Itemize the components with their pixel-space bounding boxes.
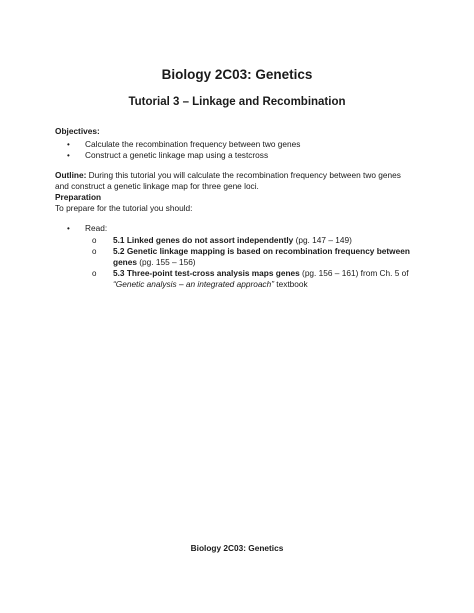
- hollow-bullet-icon: o: [92, 269, 97, 278]
- reading-list: [55, 223, 415, 290]
- objectives-list: [55, 139, 415, 161]
- bullet-icon: •: [67, 224, 70, 233]
- tutorial-subtitle: Tutorial 3 – Linkage and Recombination: [128, 96, 346, 108]
- reading-pages: (pg. 155 – 156): [136, 257, 196, 267]
- hollow-bullet-icon: o: [92, 236, 97, 245]
- reading-item: [55, 235, 415, 246]
- reading-source-suffix: textbook: [273, 279, 308, 289]
- outline-label: Outline:: [55, 170, 87, 180]
- document-title: Biology 2C03: Genetics: [161, 67, 313, 82]
- preparation-intro: To prepare for the tutorial you should:: [55, 203, 193, 213]
- read-item: [55, 223, 415, 234]
- read-label: Read:: [85, 223, 108, 233]
- textbook-title: “Genetic analysis – an integrated approach”: [113, 279, 274, 289]
- objective-text: Calculate the recombination frequency between two genes: [85, 139, 301, 149]
- hollow-bullet-icon: o: [92, 247, 97, 256]
- page-footer: Biology 2C03: Genetics: [190, 543, 284, 553]
- reading-section-title: 5.2 Genetic linkage mapping is based on recombination frequency between genes: [113, 246, 410, 267]
- reading-pages: (pg. 147 – 149): [293, 235, 352, 245]
- bullet-icon: •: [67, 151, 70, 160]
- readings-sublist: [55, 235, 415, 290]
- outline-text: During this tutorial you will calculate the recombination frequency between two genes and construct a genetic linkage map for three gene loci.: [55, 170, 401, 191]
- objective-item: [55, 150, 415, 161]
- objective-text: Construct a genetic linkage map using a testcross: [85, 150, 269, 160]
- reading-source-prefix: from Ch. 5 of: [358, 268, 409, 278]
- reading-item: [55, 268, 415, 290]
- reading-section-title: 5.3 Three-point test-cross analysis maps genes: [113, 268, 300, 278]
- objectives-heading: Objectives:: [55, 126, 100, 136]
- bullet-icon: •: [67, 140, 70, 149]
- reading-pages: (pg. 156 – 161): [299, 268, 359, 278]
- objective-item: [55, 139, 415, 150]
- reading-item: [55, 246, 415, 268]
- outline-paragraph: [55, 170, 415, 192]
- preparation-heading: Preparation: [55, 192, 102, 202]
- reading-section-title: 5.1 Linked genes do not assort independently: [113, 235, 294, 245]
- document-body: [55, 126, 415, 290]
